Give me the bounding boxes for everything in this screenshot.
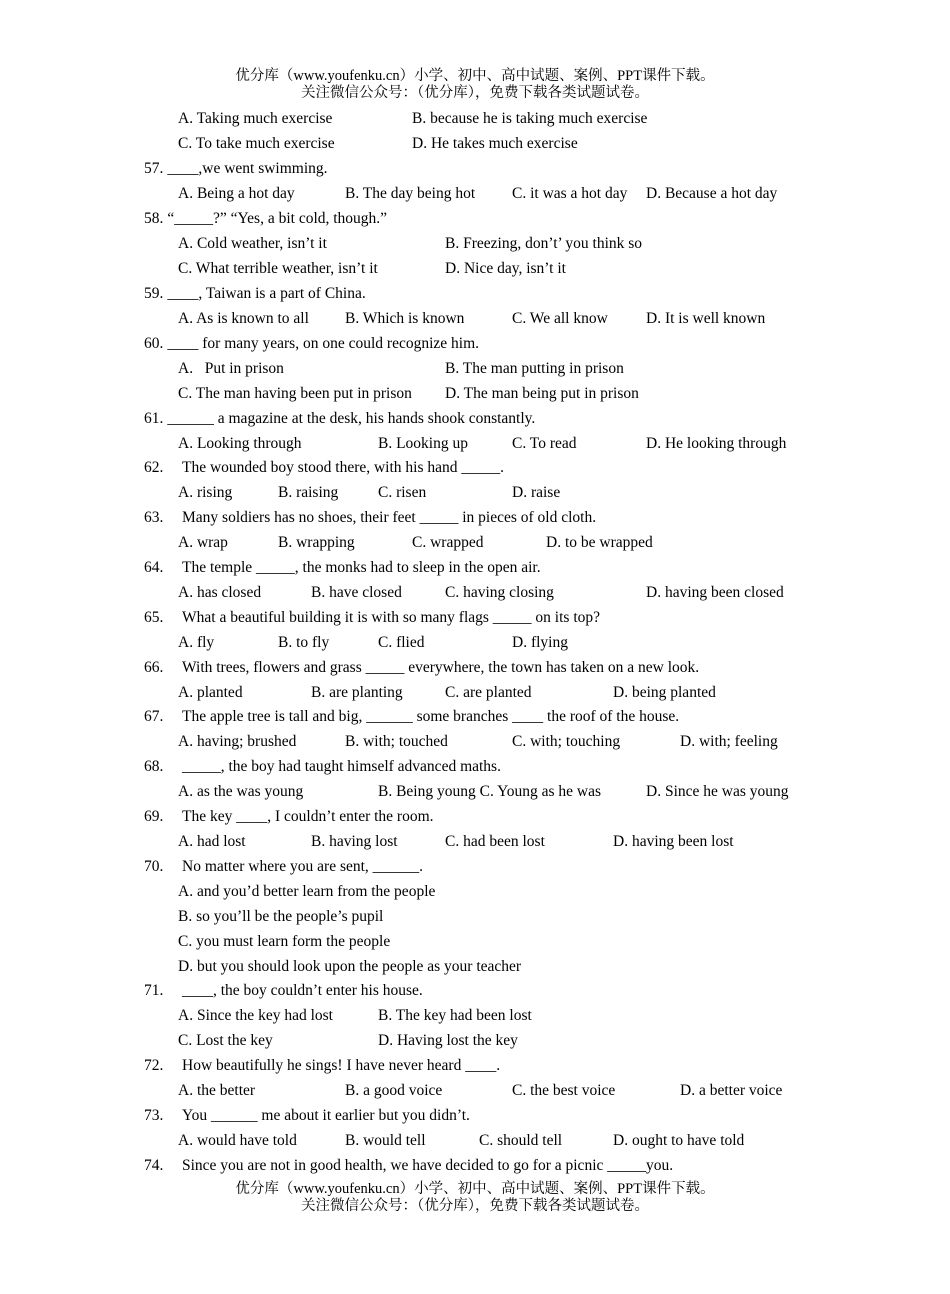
question-72 — [144, 1056, 500, 1076]
q67-option-a: A. having; brushed — [178, 733, 297, 750]
question-number: 67. — [144, 708, 164, 725]
question-57 — [144, 159, 328, 179]
question-stem: The temple _____, the monks had to sleep in the open air. — [182, 559, 541, 576]
q72-option-a: A. the better — [178, 1082, 256, 1099]
q65-option-c: C. flied — [378, 634, 425, 651]
question-stem: With trees, flowers and grass _____ everywhere, the town has taken on a new look. — [182, 659, 700, 676]
q67-option-d: D. with; feeling — [680, 733, 778, 750]
question-70 — [144, 857, 423, 877]
question-number: 57. — [144, 160, 164, 177]
question-67 — [144, 707, 679, 727]
question-61 — [144, 409, 535, 429]
q68-option-d: D. Since he was young — [646, 783, 789, 800]
q72-option-d: D. a better voice — [680, 1082, 783, 1099]
question-stem: ____ for many years, on one could recognize him. — [167, 335, 480, 352]
question-stem: ______ a magazine at the desk, his hands shook constantly. — [167, 410, 536, 427]
q56-option-d: D. He takes much exercise — [412, 135, 578, 152]
q69-option-b: B. having lost — [311, 833, 398, 850]
q72-option-b: B. a good voice — [345, 1082, 443, 1099]
q73-option-c: C. should tell — [479, 1132, 563, 1149]
question-74 — [144, 1156, 673, 1176]
question-64 — [144, 558, 541, 578]
question-stem: _____, the boy had taught himself advanced maths. — [182, 758, 501, 775]
q70-option-c: C. you must learn form the people — [178, 933, 391, 950]
q67-option-b: B. with; touched — [345, 733, 448, 750]
q65-option-d: D. flying — [512, 634, 568, 651]
question-number: 62. — [144, 459, 164, 476]
q64-option-c: C. having closing — [445, 584, 554, 601]
q66-option-a: A. planted — [178, 684, 243, 701]
question-stem: “_____?” “Yes, a bit cold, though.” — [167, 210, 388, 227]
q56-option-c: C. To take much exercise — [178, 135, 335, 152]
q61-option-c: C. To read — [512, 435, 577, 452]
q63-option-a: A. wrap — [178, 534, 228, 551]
q63-option-c: C. wrapped — [412, 534, 484, 551]
question-number: 70. — [144, 858, 164, 875]
q71-option-b: B. The key had been lost — [378, 1007, 532, 1024]
question-number: 73. — [144, 1107, 164, 1124]
question-number: 60. — [144, 335, 164, 352]
q70-option-d: D. but you should look upon the people as your teacher — [178, 958, 522, 975]
question-stem: The apple tree is tall and big, ______ some branches ____ the roof of the house. — [182, 708, 680, 725]
q59-option-b: B. Which is known — [345, 310, 465, 327]
q69-option-a: A. had lost — [178, 833, 246, 850]
question-number: 61. — [144, 410, 164, 427]
question-number: 68. — [144, 758, 164, 775]
q73-option-d: D. ought to have told — [613, 1132, 745, 1149]
question-66 — [144, 658, 699, 678]
question-number: 66. — [144, 659, 164, 676]
q73-option-b: B. would tell — [345, 1132, 426, 1149]
q70-option-b: B. so you’ll be the people’s pupil — [178, 908, 384, 925]
question-65 — [144, 608, 600, 628]
q67-option-c: C. with; touching — [512, 733, 621, 750]
question-number: 69. — [144, 808, 164, 825]
question-59 — [144, 284, 366, 304]
q63-option-b: B. wrapping — [278, 534, 355, 551]
q60-option-d: D. The man being put in prison — [445, 385, 639, 402]
question-stem: You ______ me about it earlier but you didn’t. — [182, 1107, 470, 1124]
q60-option-c: C. The man having been put in prison — [178, 385, 412, 402]
q66-option-b: B. are planting — [311, 684, 403, 701]
q60-option-b: B. The man putting in prison — [445, 360, 624, 377]
question-stem: What a beautiful building it is with so many flags _____ on its top? — [182, 609, 601, 626]
q58-option-b: B. Freezing, don’t’ you think so — [445, 235, 643, 252]
q57-option-c: C. it was a hot day — [512, 185, 628, 202]
question-stem: ____, Taiwan is a part of China. — [167, 285, 366, 302]
q68-option-b-c: B. Being young C. Young as he was — [378, 783, 602, 800]
question-number: 64. — [144, 559, 164, 576]
q64-option-d: D. having been closed — [646, 584, 784, 601]
q59-option-a: A. As is known to all — [178, 310, 309, 327]
question-stem: The wounded boy stood there, with his hand _____. — [182, 459, 505, 476]
q58-option-d: D. Nice day, isn’t it — [445, 260, 566, 277]
q57-option-b: B. The day being hot — [345, 185, 476, 202]
q69-option-d: D. having been lost — [613, 833, 734, 850]
page-header-line2: 关注微信公众号：（优分库），免费下载各类试题试卷。 — [301, 85, 649, 101]
question-stem: ____, the boy couldn’t enter his house. — [182, 982, 423, 999]
question-60 — [144, 334, 479, 354]
page-header-line1: 优分库（www.youfenku.cn）小学、初中、高中试题、案例、PPT课件下载。 — [235, 68, 715, 84]
q71-option-a: A. Since the key had lost — [178, 1007, 333, 1024]
q59-option-d: D. It is well known — [646, 310, 766, 327]
question-number: 71. — [144, 982, 164, 999]
q61-option-a: A. Looking through — [178, 435, 302, 452]
q58-option-c: C. What terrible weather, isn’t it — [178, 260, 378, 277]
q61-option-b: B. Looking up — [378, 435, 468, 452]
question-stem: Since you are not in good health, we have decided to go for a picnic _____you. — [182, 1157, 674, 1174]
q58-option-a: A. Cold weather, isn’t it — [178, 235, 327, 252]
question-73 — [144, 1106, 470, 1126]
q62-option-c: C. risen — [378, 484, 427, 501]
question-69 — [144, 807, 434, 827]
question-63 — [144, 508, 596, 528]
q66-option-c: C. are planted — [445, 684, 532, 701]
q65-option-b: B. to fly — [278, 634, 330, 651]
question-number: 58. — [144, 210, 164, 227]
question-58 — [144, 209, 387, 229]
q64-option-a: A. has closed — [178, 584, 262, 601]
question-62 — [144, 458, 504, 478]
question-stem: How beautifully he sings! I have never heard ____. — [182, 1057, 501, 1074]
q59-option-c: C. We all know — [512, 310, 608, 327]
question-number: 59. — [144, 285, 164, 302]
question-stem: The key ____, I couldn’t enter the room. — [182, 808, 434, 825]
question-number: 65. — [144, 609, 164, 626]
q62-option-d: D. raise — [512, 484, 561, 501]
page-footer-line2: 关注微信公众号：（优分库），免费下载各类试题试卷。 — [301, 1198, 649, 1214]
question-number: 63. — [144, 509, 164, 526]
q62-option-b: B. raising — [278, 484, 339, 501]
q60-option-a: A. Put in prison — [178, 360, 284, 377]
q57-option-d: D. Because a hot day — [646, 185, 778, 202]
q62-option-a: A. rising — [178, 484, 233, 501]
question-number: 72. — [144, 1057, 164, 1074]
question-stem: ____,we went swimming. — [167, 160, 328, 177]
question-71 — [144, 981, 423, 1001]
q61-option-d: D. He looking through — [646, 435, 787, 452]
q69-option-c: C. had been lost — [445, 833, 545, 850]
q65-option-a: A. fly — [178, 634, 215, 651]
q64-option-b: B. have closed — [311, 584, 402, 601]
q56-option-b: B. because he is taking much exercise — [412, 110, 648, 127]
q66-option-d: D. being planted — [613, 684, 716, 701]
q57-option-a: A. Being a hot day — [178, 185, 295, 202]
q56-option-a: A. Taking much exercise — [178, 110, 333, 127]
q68-option-a: A. as the was young — [178, 783, 304, 800]
q71-option-d: D. Having lost the key — [378, 1032, 518, 1049]
q63-option-d: D. to be wrapped — [546, 534, 653, 551]
q70-option-a: A. and you’d better learn from the people — [178, 883, 436, 900]
q73-option-a: A. would have told — [178, 1132, 297, 1149]
question-68 — [144, 757, 501, 777]
page-footer-line1: 优分库（www.youfenku.cn）小学、初中、高中试题、案例、PPT课件下载。 — [235, 1181, 715, 1197]
q72-option-c: C. the best voice — [512, 1082, 616, 1099]
question-stem: Many soldiers has no shoes, their feet _____ in pieces of old cloth. — [182, 509, 597, 526]
question-stem: No matter where you are sent, ______. — [182, 858, 424, 875]
question-number: 74. — [144, 1157, 164, 1174]
q71-option-c: C. Lost the key — [178, 1032, 273, 1049]
